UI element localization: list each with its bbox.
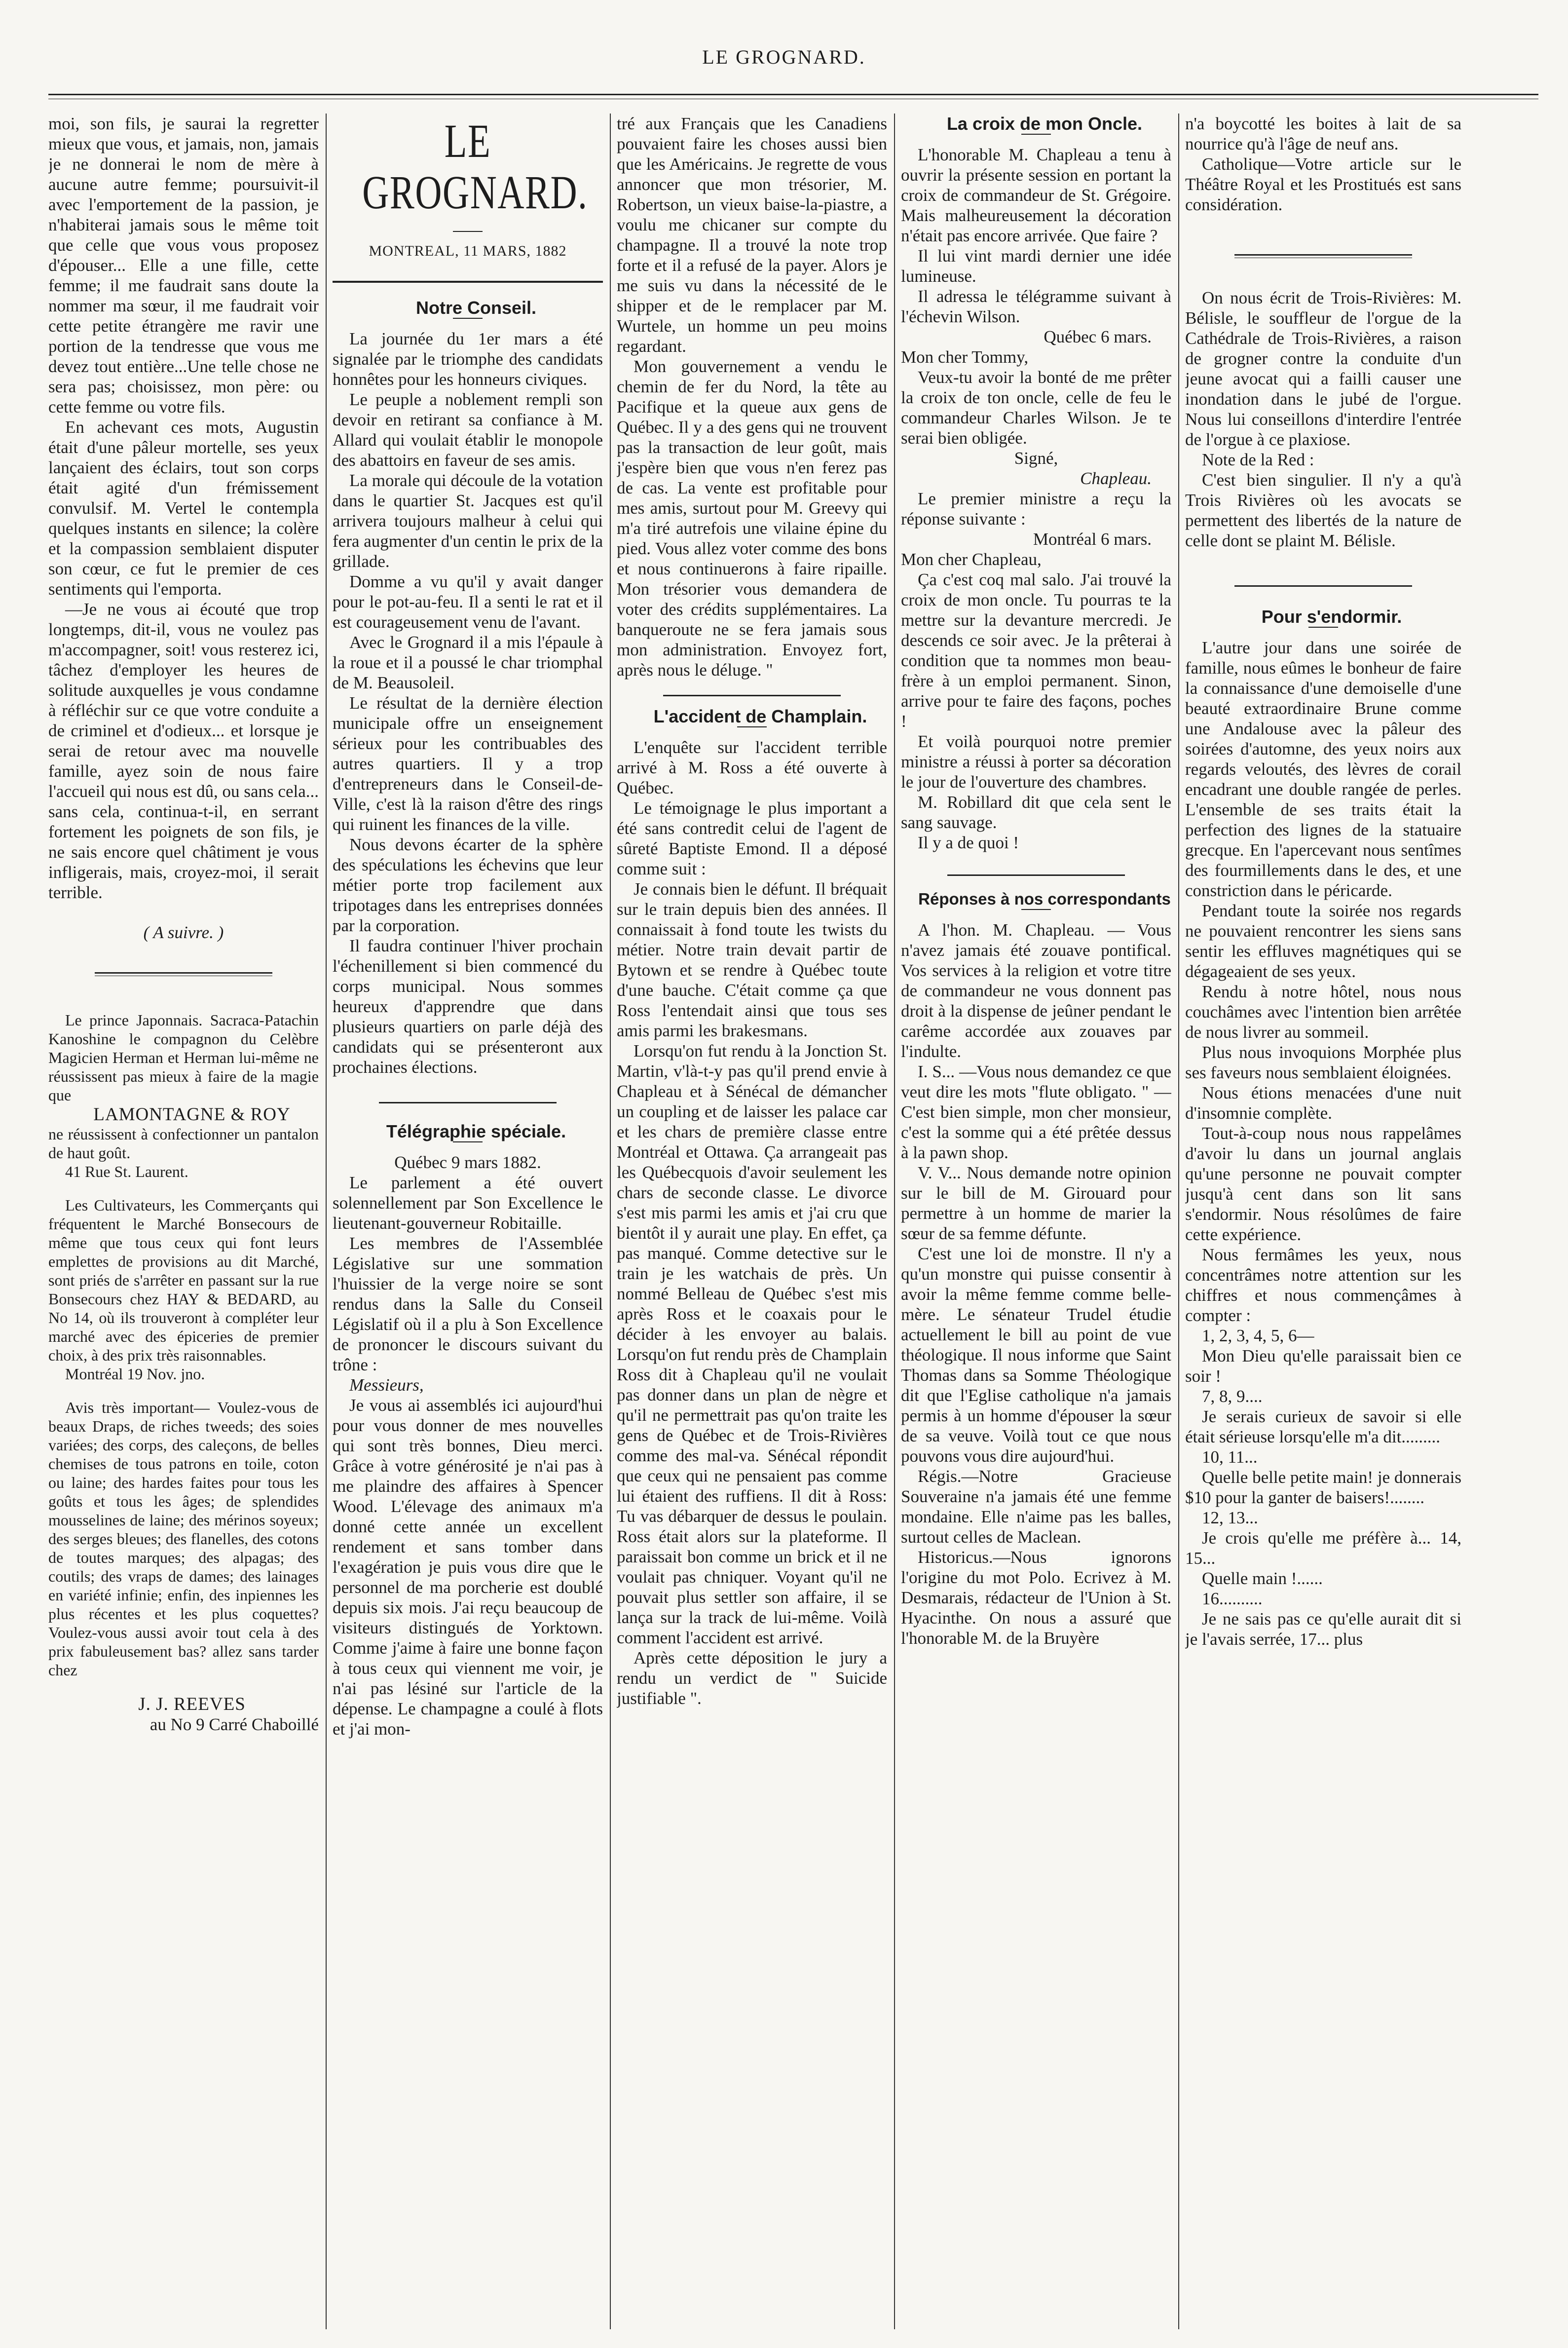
dateline: MONTREAL, 11 MARS, 1882 bbox=[369, 243, 567, 259]
article-paragraph: I. S... —Vous nous demandez ce que veut dire les mots "flute obligato. " —C'est bien simple, mon cher monsieur, c'est la somme qui a été prêtée dessus à la pawn shop. bbox=[901, 1062, 1171, 1162]
serial-paragraph: moi, son fils, je saurai la regretter mieux que vous, et jamais, non, jamais je ne donnerai le nom de mère à aucune autre femme; poursuivit-il avec l'emportement de la passion, je n'habiterai jamais sous le même toit que celle que vous vous proposez d'épouser... Elle a une fille, cette femme; il me faudrait sans doute la nommer ma sœur, il me faudrait voir cette petite étrangère me ravir une portion de la tendresse que vous me devez tout entière...Une telle chose ne sera pas; choisissez, mon père: ou cette femme ou votre fils. bbox=[48, 114, 319, 417]
title-rule bbox=[453, 318, 483, 319]
masthead-rule bbox=[453, 231, 483, 232]
to-be-continued: ( A suivre. ) bbox=[143, 923, 224, 942]
header-rule bbox=[48, 94, 1538, 95]
serial-paragraph: En achevant ces mots, Augustin était d'une pâleur mortelle, ses yeux lançaient des éclairs, tout son corps était agité d'un frémissement convulsif. M. Vertel le contempla quelques instants en silence; la colère et la compassion semblaient disputer son cœur, ce fut le premier de ces sentiments qui l'emporta. bbox=[48, 417, 319, 599]
article-paragraph: 1, 2, 3, 4, 5, 6— bbox=[1202, 1326, 1314, 1345]
article-paragraph: Je ne sais pas ce qu'elle aurait dit si je l'avais serrée, 17... plus bbox=[1185, 1609, 1461, 1649]
telegram-body: Veux-tu avoir la bonté de me prêter la croix de ton oncle, celle de feu le commandeur Charles Wilson. Je te serai bien obligée. bbox=[901, 368, 1171, 448]
article-paragraph: A l'hon. M. Chapleau. — Vous n'avez jamais été zouave pontifical. Vos services à la religion et votre titre de commandeur ne vous donnent pas droit à la dispense de jeûner pendant le carême accordée aux zouaves par l'indulte. bbox=[901, 920, 1171, 1061]
column-rule bbox=[1178, 114, 1179, 2329]
article-paragraph: Domme a vu qu'il y avait danger pour le pot-au-feu. Il a senti le rat et il est courageusement venu de l'avant. bbox=[333, 572, 603, 632]
article-paragraph: Le témoignage le plus important a été sans contredit celui de l'agent de sûreté Baptiste Emond. Il a déposé comme suit : bbox=[617, 798, 887, 878]
article-paragraph: L'autre jour dans une soirée de famille, nous eûmes le bonheur de faire la connaissance d'une demoiselle d'une beauté extraordinaire Brune comme une Andalouse avec la pâleur des soirées d'automne, des yeux noirs aux regards veloutés, des lèvres de corail encadrant une double rangée de perles. L'ensemble de ses traits était la perfection des lignes de la statuaire grecque. En l'apercevant nous sentîmes des fourmillements dans le des, et une constriction dans le péricarde. bbox=[1185, 638, 1461, 900]
article-paragraph: Nous fermâmes les yeux, nous concentrâmes notre attention sur les chiffres et nous commençâmes à compter : bbox=[1185, 1245, 1461, 1325]
telegram-salutation: Mon cher Chapleau, bbox=[901, 550, 1042, 569]
column-rule bbox=[326, 114, 327, 2329]
running-head: LE GROGNARD. bbox=[702, 46, 866, 68]
article-paragraph: Tout-à-coup nous nous rappelâmes d'avoir lu dans un journal anglais qu'une personne ne pouvait compter jusqu'à cent dans son lit sans s'endormir. Nous résolûmes de faire cette expérience. bbox=[1185, 1124, 1461, 1244]
article-paragraph: Nous étions menacées d'une nuit d'insomnie complète. bbox=[1185, 1083, 1461, 1123]
article-paragraph: 10, 11... bbox=[1202, 1447, 1258, 1467]
article-paragraph: M. Robillard dit que cela sent le sang sauvage. bbox=[901, 793, 1171, 832]
column-2 bbox=[333, 114, 603, 2329]
ad-paragraph: Avis très important— Voulez-vous de beaux Draps, de riches tweeds; des soies variées; des corps, des caleçons, de belles chemises de tous patrons en toile, coton ou laine; des hardes faites pour tous les goûts et tous les âges; de splendides mousselines de laine; des mérinos soyeux; des serges bleues; des flanelles, des cotons de toutes marques; des alpagas; des coutils; des vraps de dames; des lainages en variété infinie; enfin, des inpiennes les plus récentes et les plus coquettes? Voulez-vous aussi avoir tout cela à des prix fabuleusement bas? allez sans tarder chez bbox=[48, 1399, 319, 1679]
ad-address: 41 Rue St. Laurent. bbox=[65, 1163, 188, 1180]
article-title: La croix de mon Oncle. bbox=[946, 114, 1143, 134]
serial-paragraph: —Je ne vous ai écouté que trop longtemps, dit-il, vous ne voulez pas m'accompagner, soit! vous resterez ici, tâchez d'employer les heures de solitude auxquelles je vous condamne à réfléchir sur ce que votre conduite a de criminel et d'odieux... et lorsque je serai de retour avec ma nouvelle famille, ayez soin de nous faire l'accueil qui nous est dû, ou sans cela... sans cela, continua-t-il, en serrant fortement les poignets de son fils, je ne sais encore quel châtiment je vous infligerais, mais, croyez-moi, il serait terrible. bbox=[48, 600, 319, 902]
article-title: Réponses à nos correspondants bbox=[918, 890, 1171, 908]
article-paragraph: On nous écrit de Trois-Rivières: M. Bélisle, le souffleur de l'orgue de la Cathédrale de Trois-Rivières, a raison de grogner contre la conduite d'un jeune avocat qui a failli causer une inondation dans le jubé de l'orgue. Nous lui conseillons d'interdire l'entrée de l'orgue à ce plaxiose. bbox=[1185, 288, 1461, 449]
speech-salutation: Messieurs, bbox=[349, 1375, 424, 1395]
column-1 bbox=[48, 114, 319, 2329]
article-paragraph: Catholique—Votre article sur le Théâtre Royal et les Prostitués est sans considération. bbox=[1185, 154, 1461, 214]
ad-name: J. J. REEVES bbox=[138, 1694, 246, 1714]
article-paragraph: Il lui vint mardi dernier une idée lumineuse. bbox=[901, 246, 1171, 286]
ad-paragraph: ne réussissent à confectionner un pantalon de haut goût. bbox=[48, 1125, 319, 1162]
title-rule bbox=[453, 1141, 483, 1142]
article-paragraph: Pendant toute la soirée nos regards ne pouvaient rencontrer les siens sans sentir les effluves magnétiques qui se dégageaient de ses yeux. bbox=[1185, 901, 1461, 981]
article-paragraph: L'enquête sur l'accident terrible arrivé à M. Ross a été ouverte à Québec. bbox=[617, 738, 887, 797]
article-paragraph: Mon Dieu qu'elle paraissait bien ce soir ! bbox=[1185, 1346, 1461, 1386]
article-date: Québec 9 mars 1882. bbox=[394, 1153, 541, 1172]
section-separator bbox=[333, 281, 603, 283]
article-paragraph: Le parlement a été ouvert solennellement par Son Excellence le lieutenant-gouverneur Robitaille. bbox=[333, 1173, 603, 1233]
article-paragraph: La morale qui découle de la votation dans le quartier St. Jacques est qu'il arrivera toujours malheur à celui qui fera augmenter d'un centin le prix de la grillade. bbox=[333, 471, 603, 571]
article-paragraph: Il y a de quoi ! bbox=[918, 833, 1019, 852]
article-paragraph: 12, 13... bbox=[1202, 1508, 1258, 1527]
article-paragraph: V. V... Nous demande notre opinion sur le bill de M. Girouard pour permettre à un homme de marier la sœur de sa femme défunte. bbox=[901, 1163, 1171, 1243]
ad-date: Montréal 19 Nov. jno. bbox=[65, 1365, 205, 1383]
page-columns bbox=[48, 114, 1538, 2329]
article-paragraph: n'a boycotté les boites à lait de sa nourrice qu'à l'âge de neuf ans. bbox=[1185, 114, 1461, 153]
article-paragraph: Quelle belle petite main! je donnerais $10 pour la ganter de baisers!........ bbox=[1185, 1468, 1461, 1507]
article-paragraph: tré aux Français que les Canadiens pouvaient faire les choses aussi bien que les Américains. Je regrette de vous annoncer que mon trésorier, M. Robertson, un vieux baise-la-piastre, a voulu me chicaner sur compte du champagne. Il a trouvé la note trop forte et il a refusé de la payer. Alors je me suis vu dans la nécessité de le shipper et de le remplacer par M. Wurtele, un homme un peu moins regardant. bbox=[617, 114, 887, 356]
section-separator bbox=[663, 695, 841, 696]
article-paragraph: Il faudra continuer l'hiver prochain l'échenillement si bien commencé du corps municipal. Nous sommes heureux d'apprendre que dans plusieurs quartiers on parle déjà des candidats qui se présenteront aux prochaines élections. bbox=[333, 936, 603, 1077]
article-title: L'accident de Champlain. bbox=[653, 706, 867, 726]
article-paragraph: Mon gouvernement a vendu le chemin de fer du Nord, la tête au Pacifique et la queue aux gens de Québec. Il y a des gens qui ne trouvent pas la transaction de leur goût, mais j'espère bien que vous n'en ferez pas de cas. La vente est profitable pour mes amis, surtout pour M. Greevy qui m'a tiré autrefois une vilaine épine du pied. Vous allez voter comme des bons et nous continuerons à faire ripaille. Mon trésorier vous demandera de voter des crédits supplémentaires. La banqueroute ne se fera jamais sous mon administration. Envoyez fort, après nous le déluge. " bbox=[617, 357, 887, 680]
article-paragraph: L'honorable M. Chapleau a tenu à ouvrir la présente session en portant la croix de commandeur de St. Grégoire. Mais malheureusement la décoration n'était pas encore arrivée. Que faire ? bbox=[901, 145, 1171, 245]
title-rule bbox=[737, 726, 767, 727]
article-paragraph: Il adressa le télégramme suivant à l'échevin Wilson. bbox=[901, 287, 1171, 326]
article-paragraph: Historicus.—Nous ignorons l'origine du mot Polo. Ecrivez à M. Desmarais, rédacteur de l'Union à St. Hyacinthe. On nous a assuré que l'honorable M. de la Bruyère bbox=[901, 1548, 1171, 1648]
ad-name: LAMONTAGNE & ROY bbox=[93, 1104, 291, 1125]
section-separator bbox=[947, 874, 1125, 876]
article-paragraph: Et voilà pourquoi notre premier ministre a réussi à porter sa décoration le jour de l'ouverture des chambres. bbox=[901, 732, 1171, 792]
masthead: LE GROGNARD. bbox=[362, 114, 588, 219]
article-paragraph: Lorsqu'on fut rendu à la Jonction St. Martin, v'là-t-y pas qu'il prend envie à Chapleau et à Sénécal de démancher un coupling et de laisser les palace car et les chars de première classe entre Montréal et Ottawa. Ça arrangeait pas les Québecquois d'avoir seulement les chars de seconde classe. Le divorce s'est mis parmi les amis et j'ai cru que bientôt il y aurait une play. En effet, ça pas manqué. Comme detective sur le train je les watchais de près. Un nommé Belleau de Québec s'est mis après Ross et le coaxais pour le décider à les envoyer au balais. Lorsqu'on fut rendu près de Champlain Ross dit à Chapleau qu'il ne voulait pas donner dans un plan de nègre et qu'il ne permettrait pas qu'on traite les gens de Québec et de Trois-Rivières comme des mal-va. Sénécal répondit que ceux qui ne pensaient pas comme lui étaient des ruffiens. Il dit à Ross: Tu vas débarquer de dessus le poulain. Ross était alors sur la plateforme. Il paraissait bon comme un brick et il ne voulait pas chniquer. Voyant qu'il ne pouvait plus settler son affaire, il se lança sur la track de lui-même. Voilà comment l'accident est arrivé. bbox=[617, 1041, 887, 1647]
article-paragraph: Note de la Red : bbox=[1202, 450, 1314, 469]
article-paragraph: Après cette déposition le jury a rendu un verdict de " Suicide justifiable ". bbox=[617, 1648, 887, 1708]
title-rule bbox=[1021, 909, 1051, 910]
article-paragraph: 16.......... bbox=[1202, 1589, 1263, 1608]
article-paragraph: Je serais curieux de savoir si elle était sérieuse lorsqu'elle m'a dit......... bbox=[1185, 1407, 1461, 1446]
telegram-date: Montréal 6 mars. bbox=[1033, 530, 1152, 549]
article-paragraph: Régis.—Notre Gracieuse Souveraine n'a jamais été une femme mondaine. Elle n'aime pas les balles, surtout celles de Maclean. bbox=[901, 1467, 1171, 1547]
article-paragraph: Les membres de l'Assemblée Législative sur une sommation l'huissier de la verge noire se sont rendus dans la Salle du Conseil Législatif où il a plu à Son Excellence de prononcer le discours suivant du trône : bbox=[333, 1234, 603, 1374]
article-paragraph: Je connais bien le défunt. Il bréquait sur le train depuis bien des années. Il connaissait à fond toute les twists du métier. Notre train devait partir de Bytown et se rendre à Québec toute d'une bauche. C'était comme ça que Ross l'entendait ainsi que tous ses amis parmi les brakesmans. bbox=[617, 879, 887, 1040]
article-paragraph: C'est une loi de monstre. Il n'y a qu'un monstre qui puisse consentir à avoir la même femme comme belle-mère. Le sénateur Trudel étudie actuellement le bill au point de vue théologique. Il nous informe que Saint Thomas dans sa Somme Théologique dit que l'Eglise catholique n'a jamais permis à un homme d'épouser la sœur de sa veuve. Voilà tout ce que nous pouvons vous dire aujourd'hui. bbox=[901, 1244, 1171, 1466]
article-paragraph: La journée du 1er mars a été signalée par le triomphe des candidats honnêtes pour les honneurs civiques. bbox=[333, 329, 603, 389]
telegram-date: Québec 6 mars. bbox=[1044, 327, 1152, 346]
telegram-salutation: Mon cher Tommy, bbox=[901, 347, 1029, 367]
article-title: Notre Conseil. bbox=[415, 298, 537, 318]
article-paragraph: Le premier ministre a reçu la réponse suivante : bbox=[901, 489, 1171, 529]
ad-paragraph: Le prince Japonnais. Sacraca-Patachin Kanoshine le compagnon du Celèbre Magicien Herman et Herman lui-même ne réussissent pas mieux à faire de la magie que bbox=[48, 1011, 319, 1104]
telegram-signature: Chapleau. bbox=[1080, 469, 1152, 488]
article-paragraph: Quelle main !...... bbox=[1202, 1569, 1323, 1588]
article-paragraph: Le résultat de la dernière élection municipale offre un enseignement sérieux pour les contribuables des autres quartiers. Il y a trop d'entrepreneurs dans le Conseil-de-Ville, c'est là la raison d'être des rings qui ruinent les finances de la ville. bbox=[333, 693, 603, 834]
section-separator bbox=[1234, 585, 1412, 587]
article-paragraph: Rendu à notre hôtel, nous nous couchâmes avec l'intention bien arrêtée de nous livrer au sommeil. bbox=[1185, 982, 1461, 1042]
telegram-body: Ça c'est coq mal salo. J'ai trouvé la croix de mon oncle. Tu pourras te la mettre sur la devanture mercredi. Je descends ce soir avec. Je la prêterai à condition que ta nommes mon beau-frère à un emploi permanent. Sinon, arrive pour te faire des façons, poches ! bbox=[901, 570, 1171, 731]
section-separator bbox=[379, 1102, 557, 1103]
article-paragraph: Avec le Grognard il a mis l'épaule à la roue et il a poussé le char triomphal de M. Beausoleil. bbox=[333, 633, 603, 692]
article-paragraph: Je vous ai assemblés ici aujourd'hui pour vous donner de mes nouvelles qui sont très bonnes, Dieu merci. Grâce à votre générosité je n'ai pas à me plaindre des affaires à Spencer Wood. L'élevage des animaux m'a donné cette année un excellent rendement et sans tomber dans l'exagération je puis vous dire que le personnel de ma porcherie est doublé depuis six mois. J'ai reçu beaucoup de visiteurs distingués de Yorktown. Comme j'aime à faire une bonne façon à tous ceux qui viennent me voir, je n'ai pas lésiné sur l'article de la dépense. Le champagne a coulé à flots et j'ai mon- bbox=[333, 1396, 603, 1739]
telegram-signe: Signé, bbox=[1014, 449, 1058, 468]
article-title: Pour s'endormir. bbox=[1261, 606, 1402, 627]
title-rule bbox=[1308, 627, 1338, 628]
column-5 bbox=[1185, 114, 1461, 2329]
column-rule bbox=[610, 114, 611, 2329]
article-paragraph: C'est bien singulier. Il n'y a qu'à Trois Rivières où les avocats se permettent des libertés de la nature de celle dont se plaint M. Bélisle. bbox=[1185, 470, 1461, 550]
article-paragraph: Plus nous invoquions Morphée plus ses faveurs nous semblaient éloignées. bbox=[1185, 1043, 1461, 1082]
section-separator bbox=[1234, 254, 1412, 258]
column-4 bbox=[901, 114, 1171, 2329]
article-paragraph: Nous devons écarter de la sphère des spéculations les échevins que leur métier porte trop facilement aux tripotages dans les entreprises données par la corporation. bbox=[333, 835, 603, 935]
article-title: Télégraphie spéciale. bbox=[386, 1121, 566, 1141]
ad-address: au No 9 Carré Chaboillé bbox=[149, 1715, 319, 1734]
article-paragraph: Je crois qu'elle me préfère à... 14, 15... bbox=[1185, 1528, 1461, 1568]
column-3 bbox=[617, 114, 887, 2329]
section-separator bbox=[95, 972, 272, 976]
article-paragraph: 7, 8, 9.... bbox=[1202, 1387, 1263, 1406]
title-rule bbox=[1021, 134, 1051, 135]
article-paragraph: Le peuple a noblement rempli son devoir en retirant sa confiance à M. Allard qui voulait établir le monopole des abattoirs en faveur de ses amis. bbox=[333, 390, 603, 470]
column-rule bbox=[894, 114, 895, 2329]
ad-paragraph: Les Cultivateurs, les Commerçants qui fréquentent le Marché Bonsecours de même que tous ceux qui font leurs emplettes de provisions au dit Marché, sont priés de s'arrêter en passant sur la rue Bonsecours chez HAY & BEDARD, au No 14, où ils trouveront à compléter leur marché avec des épiceries de premier choix, à des prix très raisonnables. bbox=[48, 1196, 319, 1364]
